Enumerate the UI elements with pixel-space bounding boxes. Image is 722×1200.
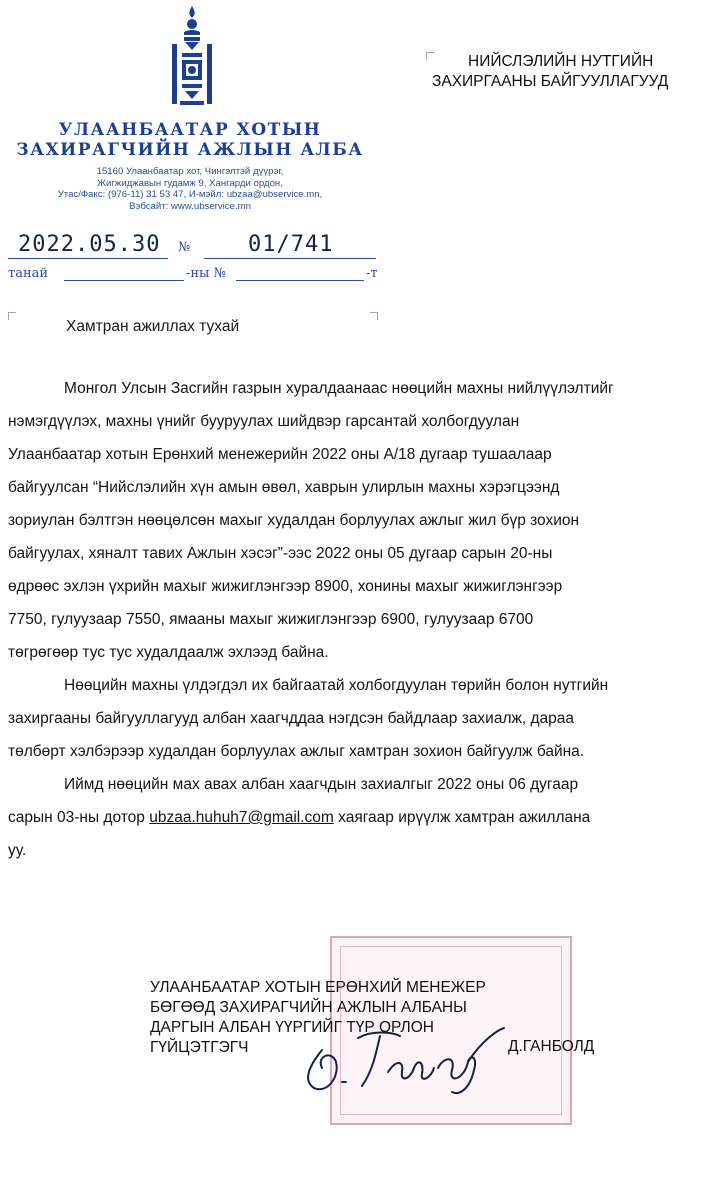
body-line: өдрөөс эхлэн үхрийн махыг жижиглэнгээр 8900, хонины махыг жижиглэнгээр bbox=[8, 578, 563, 595]
reference-row bbox=[8, 266, 378, 288]
ref-underline-2 bbox=[236, 280, 364, 281]
soyombo-emblem-icon bbox=[166, 4, 218, 116]
email-line-before: сарын 03-ны дотор bbox=[8, 809, 150, 826]
body-line: Иймд нөөцийн мах авах албан хаагчдын захиалгыг 2022 оны 06 дугаар bbox=[64, 776, 579, 793]
ref-middle: -ны № bbox=[186, 266, 226, 281]
org-name-line2: ЗАХИРАГЧИЙН АЖЛЫН АЛБА bbox=[16, 140, 364, 160]
body-line: байгуулсан “Нийслэлийн хүн амын өвөл, хаврын улирлын махны хэрэгцээнд bbox=[8, 479, 560, 496]
body-line: Монгол Улсын Засгийн газрын хуралдаанаас нөөцийн махны нийлүүлэлтийг bbox=[64, 380, 614, 397]
body-line-email bbox=[8, 809, 590, 827]
number-label: № bbox=[178, 240, 191, 255]
signatory-title-line2: БӨГӨӨД ЗАХИРАГЧИЙН АЖЛЫН АЛБАНЫ bbox=[150, 999, 467, 1016]
body-line: Нөөцийн махны үлдэгдэл их байгаатай холбогдуулан төрийн болон нутгийн bbox=[64, 677, 609, 694]
body-line: нэмэгдүүлэх, махны үнийг бууруулах шийдвэр гарсантай холбогдуулан bbox=[8, 413, 520, 430]
handwritten-number: 01/741 bbox=[248, 232, 334, 257]
signatory-title-line1: УЛААНБААТАР ХОТЫН ЕРӨНХИЙ МЕНЕЖЕР bbox=[150, 979, 486, 996]
handwritten-date: 2022.05.30 bbox=[18, 232, 161, 257]
email-line-after: хаягаар ирүүлж хамтран ажиллана bbox=[333, 809, 591, 826]
date-underline bbox=[8, 258, 168, 259]
body-line: зориулан бэлтгэн нөөцөлсөн махыг худалдан борлуулах ажлыг жил бүр зохион bbox=[8, 512, 580, 529]
recipient-line2: ЗАХИРГААНЫ БАЙГУУЛЛАГУУД bbox=[432, 73, 669, 90]
address-line: Утас/Факс: (976-11) 31 53 47, И-мэйл: ubzaa@ubservice.mn, bbox=[57, 189, 323, 200]
recipient-block bbox=[432, 52, 668, 92]
number-underline bbox=[204, 258, 376, 259]
body-line: 7750, гулуузаар 7550, ямааны махыг жижиглэнгээр 6900, гулуузаар 6700 bbox=[8, 611, 534, 628]
date-number-row bbox=[8, 228, 378, 262]
ref-prefix: танай bbox=[8, 266, 49, 281]
recipient-line1: НИЙСЛЭЛИЙН НУТГИЙН bbox=[468, 53, 654, 70]
signatory-name: Д.ГАНБОЛД bbox=[508, 1038, 595, 1055]
letter-subject: Хамтран ажиллах тухай bbox=[66, 318, 240, 335]
corner-mark bbox=[8, 312, 16, 320]
email-link[interactable]: ubzaa.huhuh7@gmail.com bbox=[149, 809, 334, 826]
body-line: захиргааны байгууллагууд албан хаагчддаа нэгдсэн байдлаар захиалж, дараа bbox=[8, 710, 575, 727]
org-name-line1: УЛААНБААТАР ХОТЫН bbox=[58, 120, 322, 140]
signatory-title-line3: ДАРГЫН АЛБАН ҮҮРГИЙГ ТҮР ОРЛОН bbox=[150, 1019, 434, 1036]
body-line: Улаанбаатар хотын Ерөнхий менежерийн 2022 оны А/18 дугаар тушаалаар bbox=[8, 446, 552, 463]
body-line: төлбөрт хэлбэрээр худалдан борлуулах ажлыг хамтран зохион байгуулж байна. bbox=[8, 743, 585, 760]
body-closing: уу. bbox=[8, 842, 27, 859]
body-line: байгуулах, хяналт тавих Ажлын хэсэг”-ээс 2022 оны 05 дугаар сарын 20-ны bbox=[8, 545, 553, 562]
handwritten-signature-icon bbox=[292, 1010, 512, 1100]
ref-suffix: -т bbox=[366, 266, 378, 281]
ref-underline-1 bbox=[64, 280, 184, 281]
corner-mark bbox=[370, 312, 378, 320]
address-line: Вэбсайт: www.ubservice.mn bbox=[129, 200, 251, 212]
signatory-title-line4: ГҮЙЦЭТГЭГЧ bbox=[150, 1039, 249, 1056]
body-line: төгрөгөөр тус тус худалдаалж эхлээд байна. bbox=[8, 644, 329, 661]
address-line: Жигжиджавын гудамж 9, Хангарди ордон, bbox=[97, 177, 283, 189]
org-address bbox=[0, 166, 380, 212]
address-line: 15160 Улаанбаатар хот, Чингэлтэй дүүрэг, bbox=[96, 166, 284, 177]
